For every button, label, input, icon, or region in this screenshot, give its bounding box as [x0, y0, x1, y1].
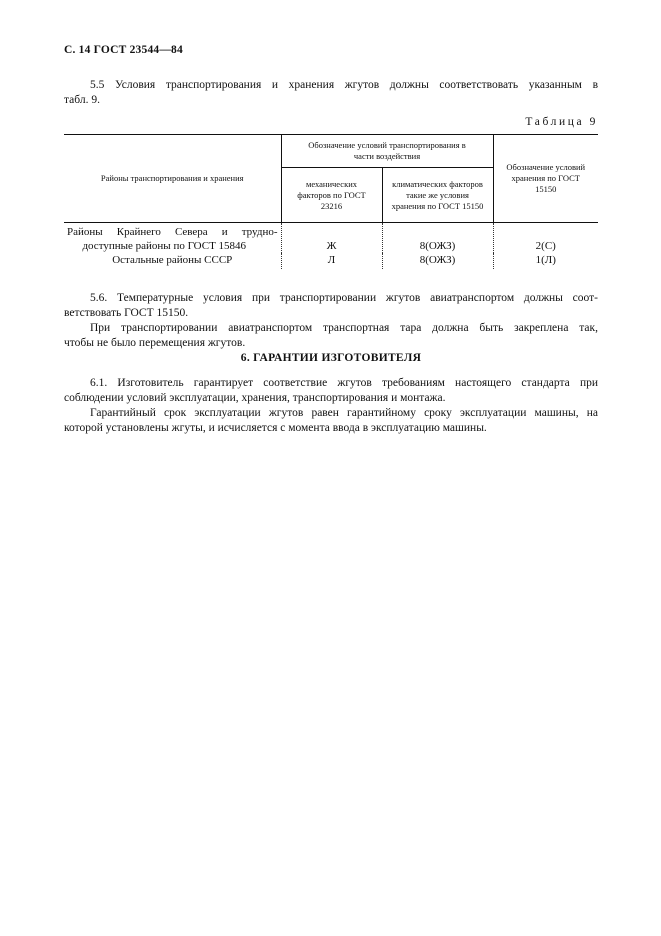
paragraph-5-6 [64, 291, 598, 351]
paragraph-6-1 [64, 376, 598, 436]
table-cell-region: Остальные районы СССР [112, 254, 233, 266]
paragraph-5-6-line-3: При транспортировании авиатранспортом транспортная тара должна быть закреплена так, [90, 322, 598, 334]
table-caption: Таблица 9 [525, 116, 598, 128]
table-cell-mechanical: Ж [281, 223, 382, 254]
section-6-title: 6. ГАРАНТИИ ИЗГОТОВИТЕЛЯ [240, 352, 422, 364]
table-row [64, 253, 598, 269]
table-cell-region [64, 223, 281, 254]
table-9 [64, 134, 598, 269]
page-header: С. 14 ГОСТ 23544—84 [64, 44, 183, 56]
table-row [64, 223, 598, 254]
paragraph-5-5 [64, 78, 598, 108]
paragraph-6-1-line-1: 6.1. Изготовитель гарантирует соответствие жгутов требованиям настоящего стандарта при [90, 377, 598, 389]
table-cell-climatic: 8(ОЖЗ) [382, 253, 493, 269]
table-header-region: Районы транспортирования и хранения [64, 135, 281, 223]
table-header-mechanical: механических факторов по ГОСТ 23216 [281, 168, 382, 223]
paragraph-5-6-line-4: чтобы не было перемещения жгутов. [64, 337, 246, 349]
paragraph-5-6-line-1: 5.6. Температурные условия при транспортировании жгутов авиатранспортом должны соот- [90, 292, 598, 304]
paragraph-6-1-line-4: которой установлены жгуты, и исчисляется с момента ввода в эксплуатацию машины. [64, 422, 487, 434]
table-cell-mechanical: Л [281, 253, 382, 269]
table-cell-storage: 1(Л) [493, 253, 598, 269]
table-header-transport-group: Обозначение условий транспортирования в части воздействия [281, 135, 493, 168]
table-cell-region-line-2: доступные районы по ГОСТ 15846 [82, 240, 247, 252]
paragraph-5-5-line-1: 5.5 Условия транспортирования и хранения жгутов должны соответствовать указанным в [90, 79, 598, 91]
table-header-storage: Обозначение условий хранения по ГОСТ 15150 [493, 135, 598, 223]
table-header-climatic: климатических факторов такие же условия хранения по ГОСТ 15150 [382, 168, 493, 223]
paragraph-5-6-line-2: ветствовать ГОСТ 15150. [64, 307, 189, 319]
table-cell-storage: 2(С) [493, 223, 598, 254]
table-cell-climatic: 8(ОЖЗ) [382, 223, 493, 254]
table-cell-region-line-1: Районы Крайнего Севера и трудно- [67, 226, 278, 238]
paragraph-5-5-line-2: табл. 9. [64, 94, 100, 106]
paragraph-6-1-line-3: Гарантийный срок эксплуатации жгутов равен гарантийному сроку эксплуатации машины, на [90, 407, 598, 419]
paragraph-6-1-line-2: соблюдении условий эксплуатации, хранения, транспортирования и монтажа. [64, 392, 446, 404]
